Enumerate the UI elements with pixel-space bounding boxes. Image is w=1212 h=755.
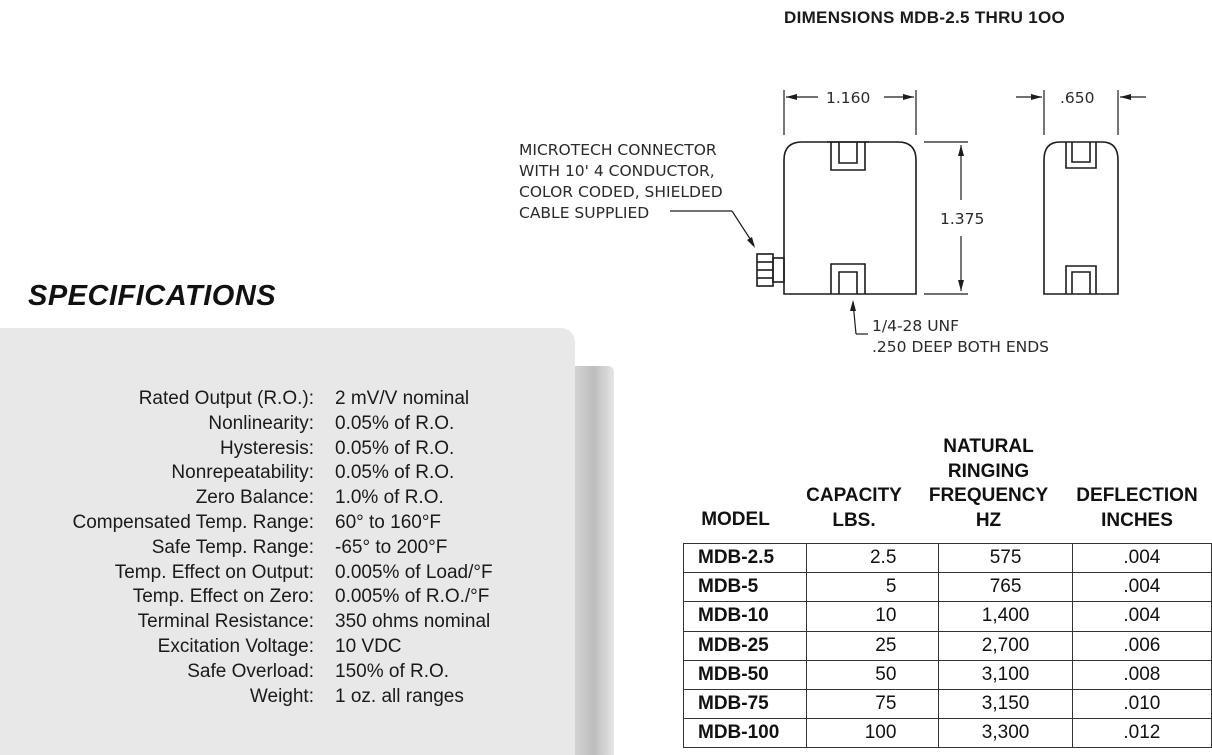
cell-model: MDB-75 xyxy=(684,689,807,718)
spec-value: 0.05% of R.O. xyxy=(335,437,455,459)
spec-label: Nonrepeatability: xyxy=(171,462,314,484)
header-deflection xyxy=(1062,484,1212,533)
cell-capacity: 2.5 xyxy=(806,544,939,573)
cell-deflection: .012 xyxy=(1072,719,1211,748)
spec-value: 0.05% of R.O. xyxy=(335,462,455,484)
header-deflection-line: INCHES xyxy=(1101,509,1173,531)
panel-shadow xyxy=(570,366,614,755)
height-label: 1.375 xyxy=(940,210,985,228)
table-row xyxy=(684,602,1212,631)
cell-frequency: 3,300 xyxy=(939,719,1072,748)
cell-capacity: 5 xyxy=(806,573,939,602)
header-capacity xyxy=(795,484,913,533)
cell-frequency: 2,700 xyxy=(939,631,1072,660)
cell-frequency: 1,400 xyxy=(939,602,1072,631)
spec-label: Terminal Resistance: xyxy=(137,611,314,633)
spec-label: Temp. Effect on Zero: xyxy=(132,586,314,608)
header-frequency-line: RINGING xyxy=(947,460,1030,482)
spec-label: Nonlinearity: xyxy=(208,412,314,434)
cell-model: MDB-50 xyxy=(684,660,807,689)
spec-value: 0.05% of R.O. xyxy=(335,412,455,434)
spec-label: Temp. Effect on Output: xyxy=(114,561,314,583)
header-capacity-line: CAPACITY xyxy=(806,485,902,506)
spec-value: 350 ohms nominal xyxy=(335,611,491,633)
thread-note-line-2: .250 DEEP BOTH ENDS xyxy=(872,338,1050,356)
cell-deflection: .004 xyxy=(1072,544,1211,573)
spec-label: Safe Temp. Range: xyxy=(151,536,314,558)
table-row xyxy=(684,544,1212,573)
spec-row xyxy=(0,437,575,462)
spec-label: Excitation Voltage: xyxy=(157,635,314,657)
spec-value: 60° to 160°F xyxy=(335,511,442,533)
depth-label: .650 xyxy=(1060,89,1095,107)
connector-note-line-1: MICROTECH CONNECTOR xyxy=(519,141,717,159)
spec-label: Hysteresis: xyxy=(220,437,314,459)
spec-row xyxy=(0,461,575,486)
cell-model: MDB-5 xyxy=(684,573,807,602)
spec-row xyxy=(0,685,575,710)
spec-row xyxy=(0,660,575,685)
cell-model: MDB-10 xyxy=(684,602,807,631)
specifications-list xyxy=(0,387,575,709)
width-label: 1.160 xyxy=(826,89,871,107)
cell-model: MDB-2.5 xyxy=(684,544,807,573)
cell-capacity: 50 xyxy=(806,660,939,689)
spec-value: 0.005% of R.O./°F xyxy=(335,586,490,608)
spec-label: Compensated Temp. Range: xyxy=(72,511,314,533)
spec-value: 0.005% of Load/°F xyxy=(335,561,493,583)
model-table xyxy=(683,543,1212,748)
header-deflection-line: DEFLECTION xyxy=(1076,485,1198,506)
spec-value: -65° to 200°F xyxy=(335,536,448,558)
cell-frequency: 3,150 xyxy=(939,689,1072,718)
spec-label: Zero Balance: xyxy=(195,487,314,509)
spec-value: 10 VDC xyxy=(335,635,402,657)
header-capacity-line: LBS. xyxy=(832,509,876,531)
cell-deflection: .008 xyxy=(1072,660,1211,689)
spec-row xyxy=(0,536,575,561)
cell-model: MDB-25 xyxy=(684,631,807,660)
cell-frequency: 3,100 xyxy=(939,660,1072,689)
table-row xyxy=(684,689,1212,718)
connector-note-line-2: WITH 10' 4 CONDUCTOR, xyxy=(519,162,715,180)
cell-capacity: 75 xyxy=(806,689,939,718)
spec-label: Weight: xyxy=(249,685,314,707)
spec-value: 1.0% of R.O. xyxy=(335,487,444,509)
table-row xyxy=(684,573,1212,602)
spec-value: 2 mV/V nominal xyxy=(335,388,470,409)
spec-row xyxy=(0,585,575,610)
spec-row xyxy=(0,387,575,412)
thread-note-line-1: 1/4-28 UNF xyxy=(872,317,960,335)
cell-frequency: 575 xyxy=(939,544,1072,573)
spec-row xyxy=(0,412,575,437)
header-frequency-line: FREQUENCY xyxy=(928,485,1049,506)
table-row xyxy=(684,631,1212,660)
spec-row xyxy=(0,610,575,635)
header-frequency-line: HZ xyxy=(975,509,1002,531)
cell-frequency: 765 xyxy=(939,573,1072,602)
spec-row xyxy=(0,511,575,536)
cell-capacity: 10 xyxy=(806,602,939,631)
spec-row xyxy=(0,635,575,660)
spec-label: Rated Output (R.O.): xyxy=(138,388,314,409)
cell-deflection: .006 xyxy=(1072,631,1211,660)
table-row xyxy=(684,719,1212,748)
header-frequency-line: NATURAL xyxy=(943,436,1034,457)
header-model xyxy=(683,508,788,533)
cell-model: MDB-100 xyxy=(684,719,807,748)
spec-value: 1 oz. all ranges xyxy=(335,685,464,707)
spec-row xyxy=(0,561,575,586)
table-row xyxy=(684,660,1212,689)
spec-value: 150% of R.O. xyxy=(335,660,450,682)
connector-note-line-3: COLOR CODED, SHIELDED xyxy=(519,183,723,201)
cell-deflection: .004 xyxy=(1072,602,1211,631)
dimensions-title: DIMENSIONS MDB-2.5 THRU 1OO xyxy=(784,8,1066,27)
spec-label: Safe Overload: xyxy=(187,660,314,682)
cell-capacity: 100 xyxy=(806,719,939,748)
cell-deflection: .004 xyxy=(1072,573,1211,602)
cell-capacity: 25 xyxy=(806,631,939,660)
specifications-heading: SPECIFICATIONS xyxy=(28,280,277,312)
header-model-line: MODEL xyxy=(701,509,770,530)
spec-row xyxy=(0,486,575,511)
connector-note-line-4: CABLE SUPPLIED xyxy=(519,204,650,222)
header-frequency xyxy=(916,435,1061,533)
cell-deflection: .010 xyxy=(1072,689,1211,718)
